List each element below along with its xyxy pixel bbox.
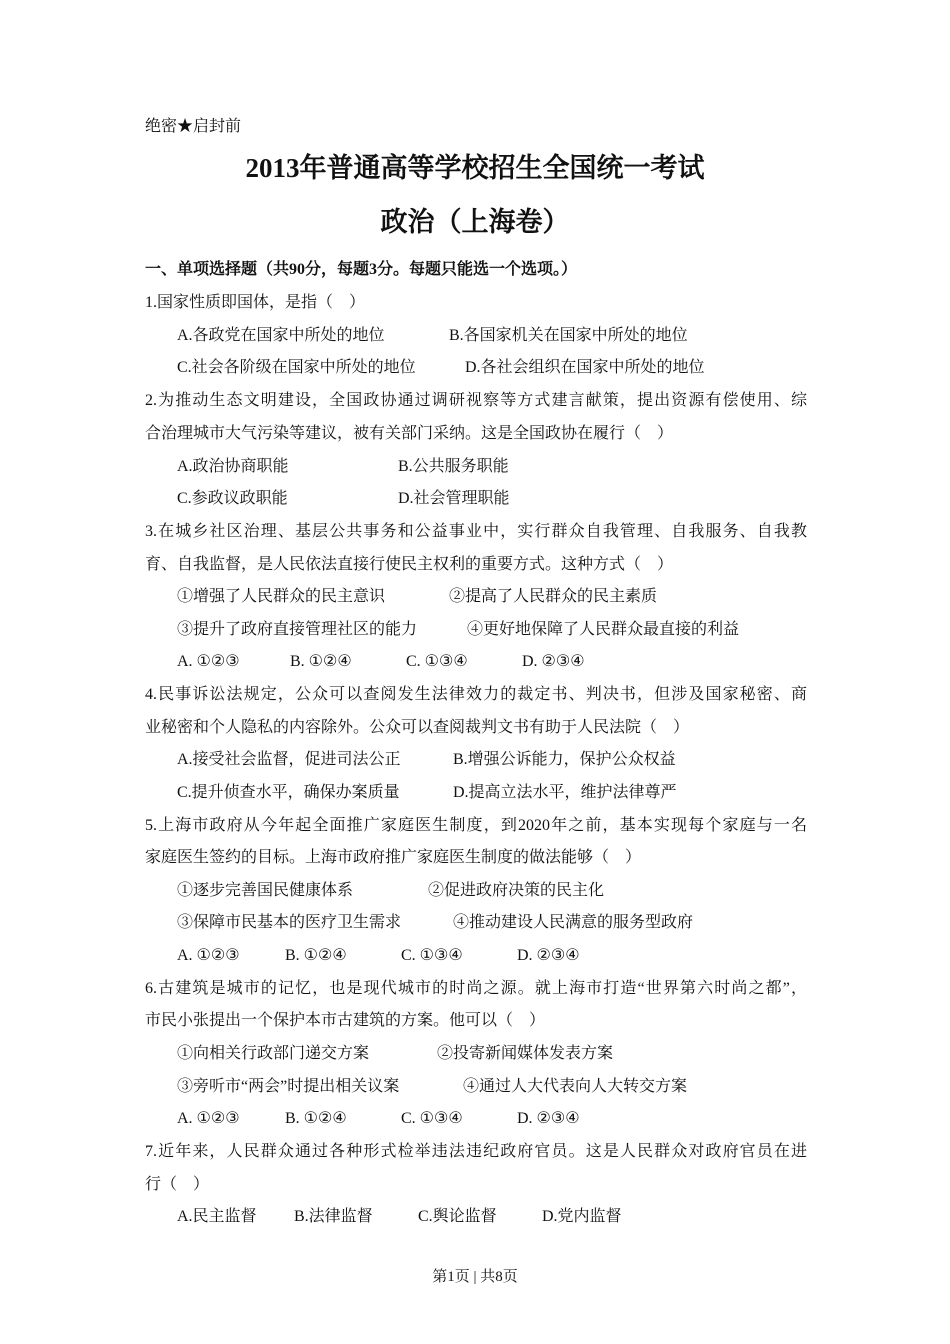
page-subtitle: 政治（上海卷） [380,207,570,237]
q1-option-b: B.各国家机关在国家中所处的地位 [449,327,688,344]
q7-option-b: B.法律监督 [294,1208,373,1225]
q3-option-c: C. ①③④ [406,653,468,670]
q5-option-d: D. ②③④ [517,947,580,964]
question-2-stem-cont: 合治理城市大气污染等建议，被有关部门采纳。这是全国政协在履行（ ） [145,425,674,442]
question-5-stem: 5.上海市政府从今年起全面推广家庭医生制度，到2020年之前，基本实现每个家庭与一名 [145,817,807,834]
question-3-stem: 3.在城乡社区治理、基层公共事务和公益事业中，实行群众自我管理、自我服务、自我教 [145,523,807,540]
q5-option-a: A. ①②③ [177,947,240,964]
question-1-stem: 1.国家性质即国体，是指（ ） [145,294,366,311]
q2-option-d: D.社会管理职能 [398,490,510,507]
question-4-stem: 4.民事诉讼法规定，公众可以查阅发生法律效力的裁定书、判决书，但涉及国家秘密、商 [145,686,807,703]
section-heading: 一、单项选择题（共90分，每题3分。每题只能选一个选项。） [145,261,578,278]
question-3-stem-cont: 育、自我监督，是人民依法直接行使民主权利的重要方式。这种方式（ ） [145,556,674,573]
question-6-stem-cont: 市民小张提出一个保护本市古建筑的方案。他可以（ ） [145,1012,546,1029]
question-4-stem-cont: 业秘密和个人隐私的内容除外。公众可以查阅裁判文书有助于人民法院（ ） [145,719,690,736]
q2-option-b: B.公共服务职能 [398,458,509,475]
q4-option-b: B.增强公诉能力，保护公众权益 [453,751,676,768]
q6-option-c: C. ①③④ [401,1110,463,1127]
q3-statement-3: ③提升了政府直接管理社区的能力 [177,621,418,638]
confidential-label: 绝密★启封前 [145,118,242,135]
q6-statement-3: ③旁听市“两会”时提出相关议案 [177,1078,400,1095]
q1-option-d: D.各社会组织在国家中所处的地位 [465,359,705,376]
q5-option-b: B. ①②④ [285,947,347,964]
q7-option-d: D.党内监督 [542,1208,622,1225]
q6-statement-1: ①向相关行政部门递交方案 [177,1045,370,1062]
q6-statement-4: ④通过人大代表向人大转交方案 [463,1078,688,1095]
q6-option-a: A. ①②③ [177,1110,240,1127]
q3-statement-4: ④更好地保障了人民群众最直接的利益 [467,621,740,638]
q7-option-a: A.民主监督 [177,1208,257,1225]
question-7-stem: 7.近年来，人民群众通过各种形式检举违法违纪政府官员。这是人民群众对政府官员在进 [145,1143,807,1160]
page-footer: 第1页 | 共8页 [432,1269,518,1285]
q7-option-c: C.舆论监督 [418,1208,497,1225]
q5-option-c: C. ①③④ [401,947,463,964]
question-7-stem-cont: 行（ ） [145,1176,210,1193]
q1-option-c: C.社会各阶级在国家中所处的地位 [177,359,416,376]
question-2-stem: 2.为推动生态文明建设，全国政协通过调研视察等方式建言献策，提出资源有偿使用、综 [145,392,807,409]
q1-option-a: A.各政党在国家中所处的地位 [177,327,385,344]
q4-option-c: C.提升侦查水平，确保办案质量 [177,784,400,801]
q6-statement-2: ②投寄新闻媒体发表方案 [437,1045,614,1062]
q3-statement-2: ②提高了人民群众的民主素质 [449,588,658,605]
q6-option-b: B. ①②④ [285,1110,347,1127]
q3-option-a: A. ①②③ [177,653,240,670]
q5-statement-3: ③保障市民基本的医疗卫生需求 [177,914,402,931]
q4-option-a: A.接受社会监督，促进司法公正 [177,751,401,768]
q5-statement-2: ②促进政府决策的民主化 [428,882,605,899]
q3-option-d: D. ②③④ [522,653,585,670]
q2-option-c: C.参政议政职能 [177,490,288,507]
q6-option-d: D. ②③④ [517,1110,580,1127]
page-title: 2013年普通高等学校招生全国统一考试 [245,153,705,183]
q5-statement-4: ④推动建设人民满意的服务型政府 [453,914,694,931]
question-6-stem: 6.古建筑是城市的记忆，也是现代城市的时尚之源。就上海市打造“世界第六时尚之都”， [145,980,807,997]
q4-option-d: D.提高立法水平，维护法律尊严 [453,784,677,801]
q3-option-b: B. ①②④ [290,653,352,670]
question-5-stem-cont: 家庭医生签约的目标。上海市政府推广家庭医生制度的做法能够（ ） [145,849,642,866]
q5-statement-1: ①逐步完善国民健康体系 [177,882,354,899]
q2-option-a: A.政治协商职能 [177,458,289,475]
q3-statement-1: ①增强了人民群众的民主意识 [177,588,386,605]
